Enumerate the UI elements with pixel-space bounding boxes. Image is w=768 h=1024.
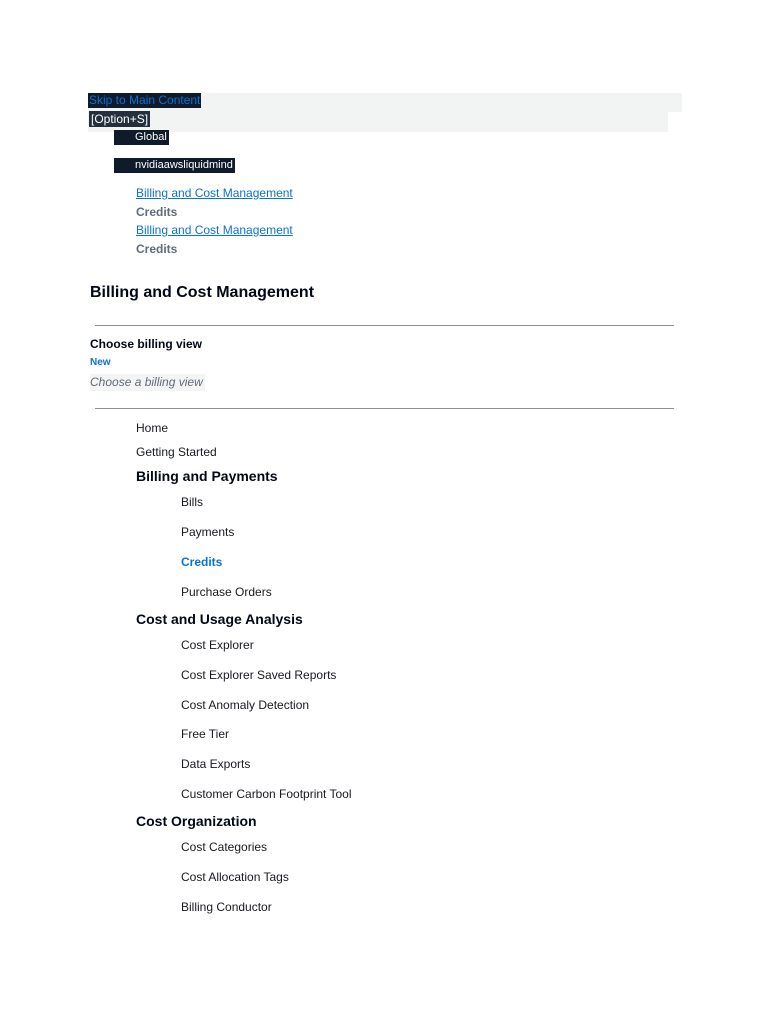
nav-section-cost-and-usage-analysis: Cost and Usage Analysis: [136, 611, 303, 627]
nav-item-cost-anomaly-detection[interactable]: Cost Anomaly Detection: [181, 698, 310, 712]
shortcut-bar: [88, 112, 668, 132]
nav-item-cost-categories[interactable]: Cost Categories: [181, 840, 268, 854]
nav-item-purchase-orders[interactable]: Purchase Orders: [181, 585, 272, 599]
nav-item-cost-allocation-tags[interactable]: Cost Allocation Tags: [181, 870, 289, 884]
skip-to-main-link[interactable]: Skip to Main Content: [89, 93, 201, 107]
nav-item-cost-explorer[interactable]: Cost Explorer: [181, 638, 254, 652]
breadcrumb-link-billing[interactable]: Billing and Cost Management: [136, 223, 293, 237]
billing-view-select[interactable]: Choose a billing view: [90, 375, 203, 389]
nav-item-free-tier[interactable]: Free Tier: [181, 727, 230, 741]
divider: [95, 325, 674, 326]
shortcut-hint: [Option+S]: [91, 112, 149, 126]
account-menu[interactable]: nvidiaawsliquidmind: [114, 158, 235, 173]
nav-item-billing-conductor[interactable]: Billing Conductor: [181, 900, 272, 914]
nav-section-cost-organization: Cost Organization: [136, 813, 257, 829]
nav-item-payments[interactable]: Payments: [181, 525, 235, 539]
divider: [95, 408, 674, 409]
nav-item-data-exports[interactable]: Data Exports: [181, 757, 251, 771]
nav-item-getting-started[interactable]: Getting Started: [136, 445, 217, 459]
nav-header[interactable]: Billing and Cost Management: [90, 284, 315, 301]
region-selector[interactable]: Global: [114, 130, 169, 145]
nav-item-home[interactable]: Home: [136, 421, 169, 435]
billing-view-label: Choose billing view: [90, 337, 203, 351]
breadcrumb-current-credits: Credits: [136, 205, 178, 219]
nav-section-billing-and-payments: Billing and Payments: [136, 468, 278, 484]
breadcrumb-current-credits: Credits: [136, 242, 178, 256]
nav-item-credits[interactable]: Credits: [181, 555, 223, 569]
breadcrumb-link-billing[interactable]: Billing and Cost Management: [136, 186, 293, 200]
nav-item-cost-explorer-saved-reports[interactable]: Cost Explorer Saved Reports: [181, 668, 337, 682]
new-badge: New: [90, 357, 111, 368]
nav-item-customer-carbon-footprint-tool[interactable]: Customer Carbon Footprint Tool: [181, 787, 352, 801]
nav-item-bills[interactable]: Bills: [181, 495, 204, 509]
